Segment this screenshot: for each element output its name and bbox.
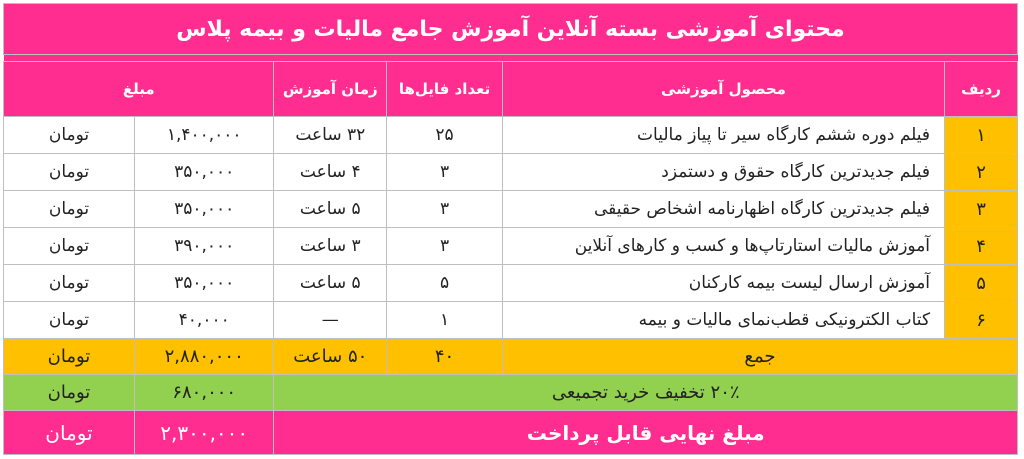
row-number: ۲	[945, 154, 1018, 191]
product-name: فیلم جدیدترین کارگاه حقوق و دستمزد	[502, 154, 944, 191]
discount-label: ۲۰٪ تخفیف خرید تجمیعی	[274, 375, 1018, 411]
currency: تومان	[4, 265, 135, 302]
product-name: فیلم جدیدترین کارگاه اظهارنامه اشخاص حقیقی	[502, 191, 944, 228]
file-count: ۳	[387, 191, 503, 228]
table-row	[4, 117, 1018, 154]
final-currency: تومان	[4, 411, 135, 455]
file-count: ۵	[387, 265, 503, 302]
row-number: ۴	[945, 228, 1018, 265]
training-time: ۳۲ ساعت	[274, 117, 387, 154]
training-time: ۳ ساعت	[274, 228, 387, 265]
final-label: مبلغ نهایی قابل پرداخت	[274, 411, 1018, 455]
file-count: ۳	[387, 154, 503, 191]
total-files: ۴۰	[387, 339, 503, 375]
training-time: —	[274, 302, 387, 339]
price: ۳۹۰,۰۰۰	[134, 228, 273, 265]
header-time: زمان آموزش	[274, 62, 387, 117]
title-row	[4, 4, 1018, 55]
total-time: ۵۰ ساعت	[274, 339, 387, 375]
price: ۱,۴۰۰,۰۰۰	[134, 117, 273, 154]
price: ۴۰,۰۰۰	[134, 302, 273, 339]
table-row	[4, 265, 1018, 302]
currency: تومان	[4, 191, 135, 228]
row-number: ۶	[945, 302, 1018, 339]
total-price: ۲,۸۸۰,۰۰۰	[134, 339, 273, 375]
header-row	[4, 62, 1018, 117]
training-time: ۴ ساعت	[274, 154, 387, 191]
table-row	[4, 154, 1018, 191]
training-time: ۵ ساعت	[274, 191, 387, 228]
currency: تومان	[4, 117, 135, 154]
price: ۳۵۰,۰۰۰	[134, 265, 273, 302]
row-number: ۳	[945, 191, 1018, 228]
currency: تومان	[4, 154, 135, 191]
product-name: کتاب الکترونیکی قطب‌نمای مالیات و بیمه	[502, 302, 944, 339]
product-name: آموزش ارسال لیست بیمه کارکنان	[502, 265, 944, 302]
discount-currency: تومان	[4, 375, 135, 411]
currency: تومان	[4, 228, 135, 265]
file-count: ۳	[387, 228, 503, 265]
total-label: جمع	[502, 339, 1017, 375]
header-product: محصول آموزشی	[502, 62, 944, 117]
page-title: محتوای آموزشی بسته آنلاین آموزش جامع مالیات و بیمه پلاس	[4, 4, 1018, 55]
file-count: ۲۵	[387, 117, 503, 154]
discount-price: ۶۸۰,۰۰۰	[134, 375, 273, 411]
currency: تومان	[4, 302, 135, 339]
total-row	[4, 339, 1018, 375]
product-name: آموزش مالیات استارتاپ‌ها و کسب و کارهای آنلاین	[502, 228, 944, 265]
header-row-number: ردیف	[945, 62, 1018, 117]
table-row	[4, 191, 1018, 228]
total-currency: تومان	[4, 339, 135, 375]
file-count: ۱	[387, 302, 503, 339]
product-name: فیلم دوره ششم کارگاه سیر تا پیاز مالیات	[502, 117, 944, 154]
price: ۳۵۰,۰۰۰	[134, 191, 273, 228]
row-number: ۱	[945, 117, 1018, 154]
pricing-table	[3, 3, 1018, 455]
final-price: ۲,۳۰۰,۰۰۰	[134, 411, 273, 455]
discount-row	[4, 375, 1018, 411]
table-row	[4, 228, 1018, 265]
header-amount: مبلغ	[4, 62, 274, 117]
final-row	[4, 411, 1018, 455]
training-time: ۵ ساعت	[274, 265, 387, 302]
row-number: ۵	[945, 265, 1018, 302]
table-row	[4, 302, 1018, 339]
pricing-table-frame	[3, 3, 1018, 455]
header-files: تعداد فایل‌ها	[387, 62, 503, 117]
price: ۳۵۰,۰۰۰	[134, 154, 273, 191]
